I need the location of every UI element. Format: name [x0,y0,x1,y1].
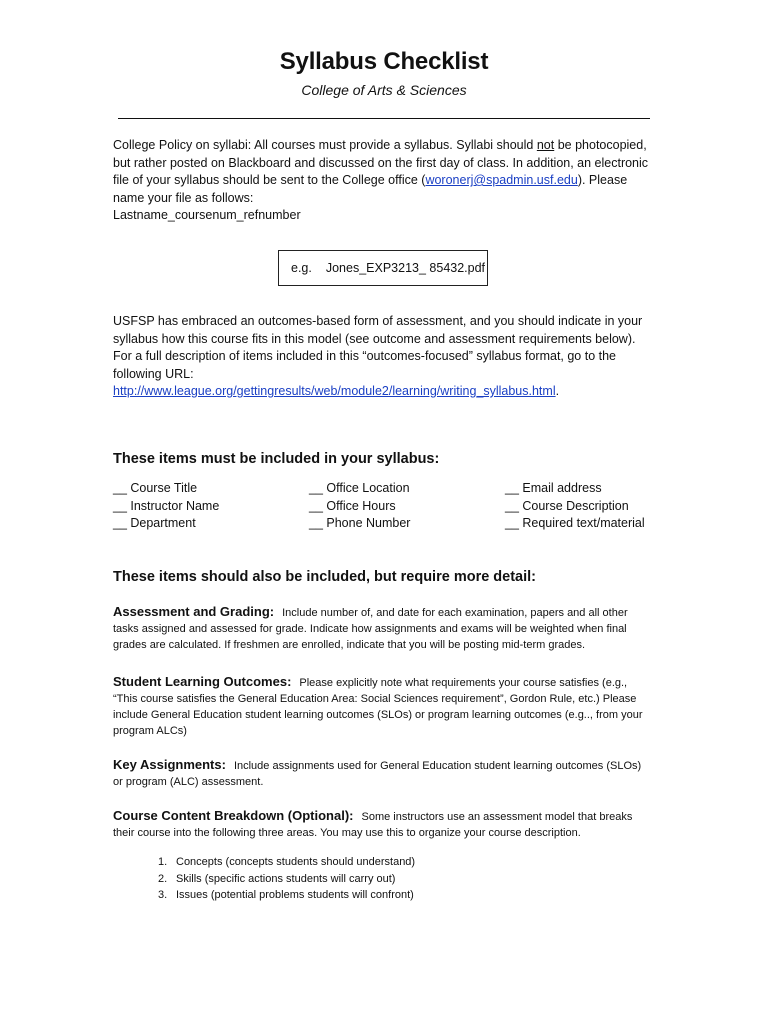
list-text: Concepts (concepts students should understand) [176,856,416,868]
outcomes-paragraph [113,313,653,401]
page-subtitle: College of Arts & Sciences [301,82,467,98]
page-title: Syllabus Checklist [279,48,489,75]
section-label: Assessment and Grading: [113,604,275,619]
checklist-item: __ Email address [505,481,602,495]
policy-text-1: All courses must provide a syllabus. Syllabi should [254,138,537,152]
policy-not-emphasis: not [536,138,555,152]
section-label: Key Assignments: [113,757,226,772]
checklist-item: __ Course Description [505,498,629,513]
checklist-item: __ Office Location [309,481,410,495]
checklist-item: __ Phone Number [309,516,411,530]
checklist-item: __ Instructor Name [113,498,220,513]
list-text: Issues (potential problems students will confront) [176,889,414,901]
list-number: 1. [158,856,168,868]
key-assignments-section [113,757,653,790]
learning-outcomes-section [113,674,653,739]
section-text: Include assignments used for General Education student learning outcomes (SLOs) or program (ALC) assessment. [113,760,642,788]
list-number: 2. [158,872,168,885]
checklist-item: __ Course Title [113,481,198,495]
section-label: Course Content Breakdown (Optional): [113,808,354,823]
league-url-link[interactable]: http://www.league.org/gettingresults/web/module2/learning/writing_syllabus.html [113,384,556,398]
example-eg-label: e.g. [291,261,312,275]
outcomes-text: USFSP has embraced an outcomes-based form of assessment, and you should indicate in your syllabus how this course fits in this model (see outcome and assessment requirements below). For a full description of items included in this “outcomes-focused” syllabus format, go to the following URL: [113,314,643,381]
filename-format: Lastname_coursenum_refnumber [113,208,301,222]
policy-text-2: be photocopied, but rather posted on Blackboard and discussed on the first day of class. In addition, an electronic file of your syllabus should be sent to the College office ( [113,138,649,187]
section-label: Student Learning Outcomes: [113,674,292,689]
assessment-grading-section [113,604,653,653]
section-text: Some instructors use an assessment model that breaks their course into the following three areas. You may use this to organize your course description. [113,811,633,839]
list-number: 3. [158,889,168,901]
list-item [158,887,415,904]
checklist-item: __ Office Hours [309,498,396,513]
example-filename: Jones_EXP3213_ 85432.pdf [325,261,486,275]
detail-items-heading: These items should also be included, but require more detail: [113,569,536,585]
section-text: Include number of, and date for each examination, papers and all other tasks assigned and assessed for grade. Indicate how assignments and exams will be weighted when final grades are calculated. If freshmen are enrolled, indicate that you will be posting mid-term grades. [113,607,628,651]
list-text: Skills (specific actions students will carry out) [176,872,396,885]
outcomes-url-suffix: . [555,384,560,398]
list-item [158,854,415,871]
content-breakdown-section [113,808,653,841]
required-items-heading: These items must be included in your syllabus: [113,451,440,467]
policy-label: College Policy on syllabi: [113,138,252,152]
required-items-column-3 [505,480,645,533]
required-items-column-1 [113,480,219,533]
checklist-item: __ Department [113,516,196,530]
required-items-column-2 [309,480,410,533]
checklist-item: __ Required text/material [505,516,645,530]
list-item [158,871,415,888]
section-text: Please explicitly note what requirements your course satisfies (e.g., “This course satisfies the General Education Area: Social Sciences requirement”, Gordon Rule, etc.) Please include General Education student learning outcomes (SLOs) or program learning outcomes (e.g.., from your program ALCs) [113,677,643,737]
title-divider [118,118,650,119]
policy-paragraph [113,137,653,225]
college-email-link[interactable]: woronerj@spadmin.usf.edu [425,173,578,187]
policy-text-3: ). Please name your file as follows: [113,173,628,205]
example-filename-box [278,250,488,286]
content-areas-list [158,854,415,904]
